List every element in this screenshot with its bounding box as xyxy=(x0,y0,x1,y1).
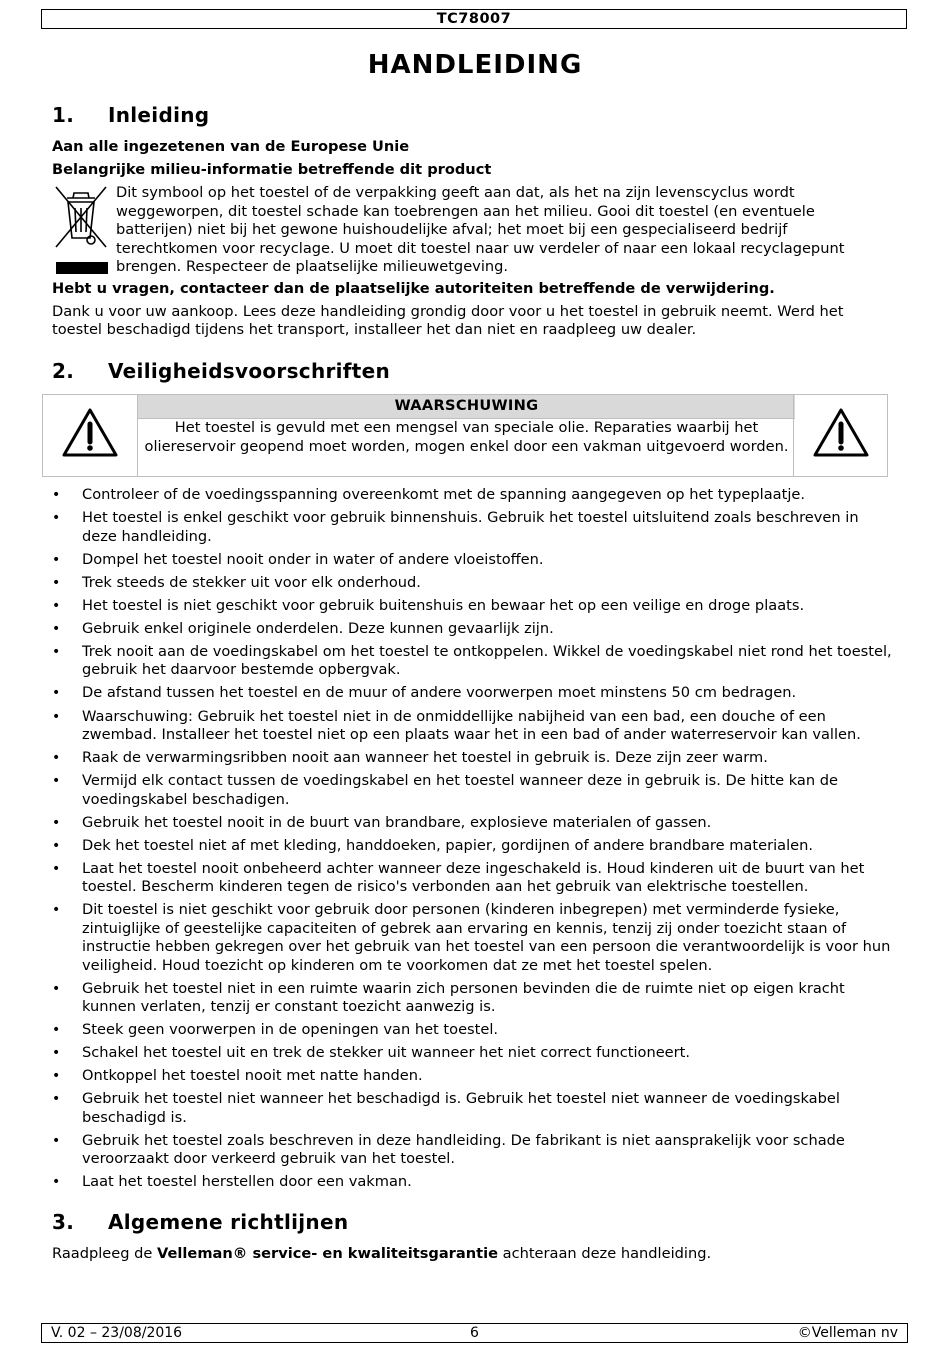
disposal-questions: Hebt u vragen, contacteer dan de plaatselijke autoriteiten betreffende de verwijdering. xyxy=(52,280,775,297)
warning-triangle-icon xyxy=(812,407,870,459)
list-item: • Laat het toestel herstellen door een vakman. xyxy=(52,1173,892,1191)
warning-cell-left xyxy=(43,395,138,476)
list-item: • Dek het toestel niet af met kleding, handdoeken, papier, gordijnen of andere brandbare materialen. xyxy=(52,837,892,855)
list-item: • Dompel het toestel nooit onder in water of andere vloeistoffen. xyxy=(52,551,892,569)
list-item: • Gebruik enkel originele onderdelen. Deze kunnen gevaarlijk zijn. xyxy=(52,620,892,638)
list-item: • Laat het toestel nooit onbeheerd achter wanneer deze ingeschakeld is. Houd kinderen uit de buurt van het toestel. Bescherm kinderen tegen de risico's verbonden aan het gebruik van elektrische toestellen. xyxy=(52,860,892,897)
list-item: • Dit toestel is niet geschikt voor gebruik door personen (kinderen inbegrepen) met verminderde fysieke, zintuiglijke of geestelijke capaciteiten of gebrek aan ervaring en kennis, tenzij zij onder toezicht staan of instructie hebben gekregen over het gebruik van het toestel van een persoon die verantwoordelijk is voor hun veiligheid. Houd toezicht op kinderen om te voorkomen dat ze met het toestel spelen. xyxy=(52,901,892,975)
list-item: • Schakel het toestel uit en trek de stekker uit wanneer het niet correct functioneert. xyxy=(52,1044,892,1062)
list-item: • Vermijd elk contact tussen de voedingskabel en het toestel wanneer deze in gebruik is. De hitte kan de voedingskabel beschadigen. xyxy=(52,772,892,809)
warning-heading: WAARSCHUWING xyxy=(138,395,795,419)
general-guidelines-paragraph: Raadpleeg de Velleman® service- en kwaliteitsgarantie achteraan deze handleiding. xyxy=(52,1245,712,1262)
copyright: ©Velleman nv xyxy=(797,1325,898,1341)
page-number: 6 xyxy=(470,1325,479,1341)
list-item: • Het toestel is enkel geschikt voor gebruik binnenshuis. Gebruik het toestel uitsluitend zoals beschreven in deze handleiding. xyxy=(52,509,892,546)
list-item: • Ontkoppel het toestel nooit met natte handen. xyxy=(52,1067,892,1085)
warning-text: Het toestel is gevuld met een mengsel van speciale olie. Reparaties waarbij het oliereservoir geopend moet worden, mogen enkel door een vakman uitgevoerd worden. xyxy=(144,419,789,455)
warranty-reference: Velleman® service- en kwaliteitsgarantie xyxy=(157,1245,498,1262)
page-footer xyxy=(41,1323,908,1343)
list-item: • Het toestel is niet geschikt voor gebruik buitenshuis en bewaar het op een veilige en droge plaats. xyxy=(52,597,892,615)
crossed-out-wheelie-bin-icon xyxy=(53,184,109,250)
list-item: • Gebruik het toestel niet wanneer het beschadigd is. Gebruik het toestel niet wanneer de voedingskabel beschadigd is. xyxy=(52,1090,892,1127)
section-heading-inleiding: 1. Inleiding xyxy=(52,103,210,127)
list-item: • Gebruik het toestel zoals beschreven in deze handleiding. De fabrikant is niet aansprakelijk voor schade veroorzaakt door verkeerd gebruik van het toestel. xyxy=(52,1132,892,1169)
model-number: TC78007 xyxy=(436,11,512,27)
section-heading-veiligheidsvoorschriften: 2. Veiligheidsvoorschriften xyxy=(52,359,391,383)
version-date: V. 02 – 23/08/2016 xyxy=(51,1325,183,1341)
weee-notice: Dit symbool op het toestel of de verpakking geeft aan dat, als het na zijn levenscyclus wordt weggeworpen, dit toestel schade kan toebrengen aan het milieu. Gooi dit toestel (en eventuele batterijen) niet bij het gewone huishoudelijke afval; het moet bij een gespecialiseerd bedrijf terechtkomen voor recyclage. U moet dit toestel naar uw verdeler of naar een lokaal recyclagepunt brengen. Respecteer de plaatselijke milieuwetgeving. xyxy=(116,184,845,275)
list-item: • Trek nooit aan de voedingskabel om het toestel te ontkoppelen. Wikkel de voedingskabel niet rond het toestel, gebruik het daarvoor bestemde opbergvak. xyxy=(52,643,892,680)
eu-heading: Aan alle ingezetenen van de Europese Unie xyxy=(52,138,410,155)
list-item: • Trek steeds de stekker uit voor elk onderhoud. xyxy=(52,574,892,592)
environment-heading: Belangrijke milieu-informatie betreffende dit product xyxy=(52,161,492,178)
list-item: • Gebruik het toestel nooit in de buurt van brandbare, explosieve materialen of gassen. xyxy=(52,814,892,832)
list-item: • De afstand tussen het toestel en de muur of andere voorwerpen moet minstens 50 cm bedragen. xyxy=(52,684,892,702)
list-item: • Gebruik het toestel niet in een ruimte waarin zich personen bevinden die de ruimte niet op eigen kracht kunnen verlaten, tenzij er constant toezicht aanwezig is. xyxy=(52,980,892,1017)
list-item: • Steek geen voorwerpen in de openingen van het toestel. xyxy=(52,1021,892,1039)
warning-triangle-icon xyxy=(61,407,119,459)
thanks-paragraph: Dank u voor uw aankoop. Lees deze handleiding grondig door voor u het toestel in gebruik neemt. Werd het toestel beschadigd tijdens het transport, installeer het dan niet en raadpleeg uw dealer. xyxy=(52,303,844,338)
list-item: • Raak de verwarmingsribben nooit aan wanneer het toestel in gebruik is. Deze zijn zeer warm. xyxy=(52,749,892,767)
safety-rules-list xyxy=(52,486,892,1197)
document-title: HANDLEIDING xyxy=(367,50,583,80)
weee-black-bar xyxy=(56,262,108,274)
list-item: • Controleer of de voedingsspanning overeenkomt met de spanning aangegeven op het typeplaatje. xyxy=(52,486,892,504)
page-header xyxy=(41,9,907,29)
warning-cell-right xyxy=(793,395,887,476)
section-heading-algemene-richtlijnen: 3. Algemene richtlijnen xyxy=(52,1210,349,1234)
warning-box xyxy=(42,394,888,477)
list-item: • Waarschuwing: Gebruik het toestel niet in de onmiddellijke nabijheid van een bad, een douche of een zwembad. Installeer het toestel niet op een plaats waar het in een bad of ander waterreservoir kan vallen. xyxy=(52,708,892,745)
